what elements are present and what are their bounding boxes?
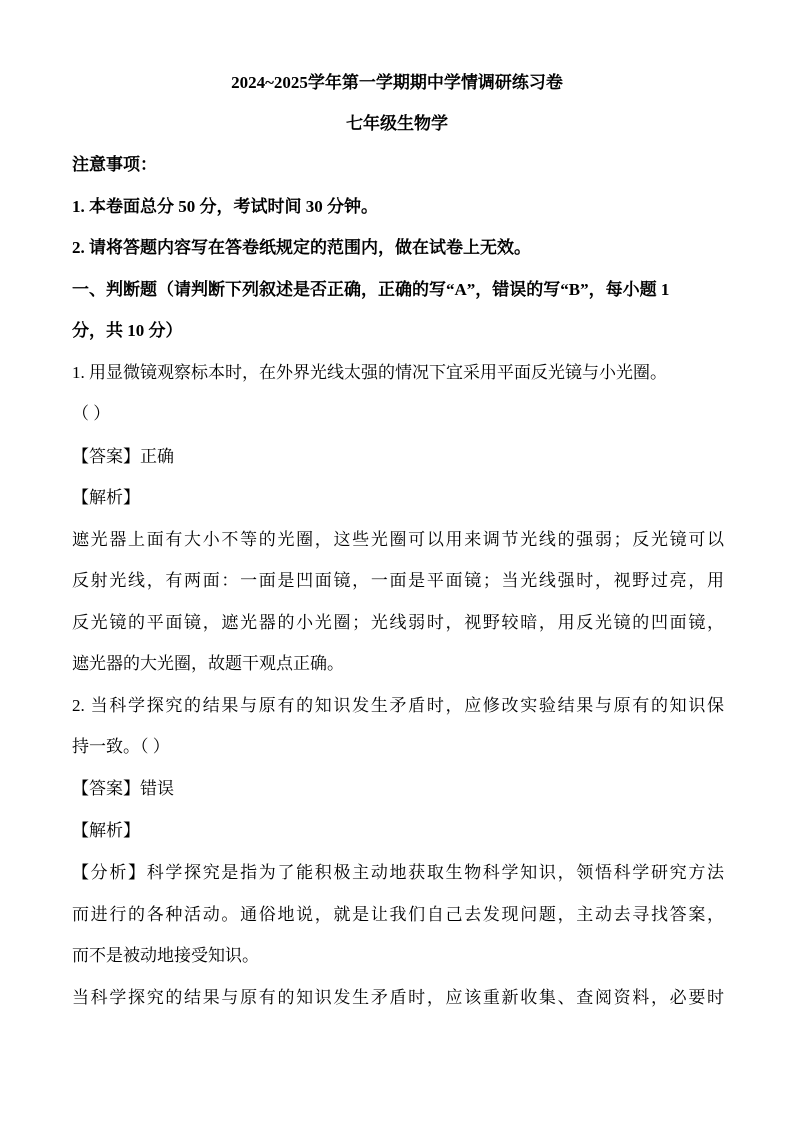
analysis-text: 反光镜的平面镜，遮光器的小光圈；光线弱时，视野较暗，用反光镜的凹面镜， [72,613,724,632]
question-stem: 2. 当科学探究的结果与原有的知识发生矛盾时，应修改实验结果与原有的知识保 [72,696,724,715]
notice-item: 1. 本卷面总分 50 分，考试时间 30 分钟。 [72,197,378,216]
analysis-label: 【解析】 [72,488,140,507]
answer-blank: （ ） [72,404,111,423]
analysis-text: 而进行的各种活动。通俗地说，就是让我们自己去发现问题，主动去寻找答案， [72,905,724,924]
analysis-text: 反射光线，有两面：一面是凹面镜，一面是平面镜；当光线强时，视野过亮，用 [72,571,724,590]
section-title: 一、判断题（请判断下列叙述是否正确，正确的写“A”，错误的写“B”，每小题 1 [72,280,670,299]
answer-label: 【答案】正确 [72,447,174,466]
analysis-text: 遮光器上面有大小不等的光圈，这些光圈可以用来调节光线的强弱；反光镜可以 [72,530,724,549]
notice-heading: 注意事项： [72,155,157,174]
answer-label: 【答案】错误 [72,779,174,798]
notice-item: 2. 请将答题内容写在答卷纸规定的范围内，做在试卷上无效。 [72,238,531,257]
page-subtitle: 七年级生物学 [346,114,448,133]
analysis-text: 而不是被动地接受知识。 [72,946,259,965]
analysis-text: 当科学探究的结果与原有的知识发生矛盾时，应该重新收集、查阅资料，必要时 [72,988,724,1007]
analysis-text: 遮光器的大光圈，故题干观点正确。 [72,654,344,673]
question-stem: 持一致。（ ） [72,737,170,756]
question-stem: 1. 用显微镜观察标本时，在外界光线太强的情况下宜采用平面反光镜与小光圈。 [72,363,667,382]
analysis-label: 【解析】 [72,821,140,840]
analysis-text: 【分析】科学探究是指为了能积极主动地获取生物科学知识，领悟科学研究方法 [72,863,724,882]
section-title: 分，共 10 分） [72,321,183,340]
page-title: 2024~2025学年第一学期期中学情调研练习卷 [231,73,563,92]
